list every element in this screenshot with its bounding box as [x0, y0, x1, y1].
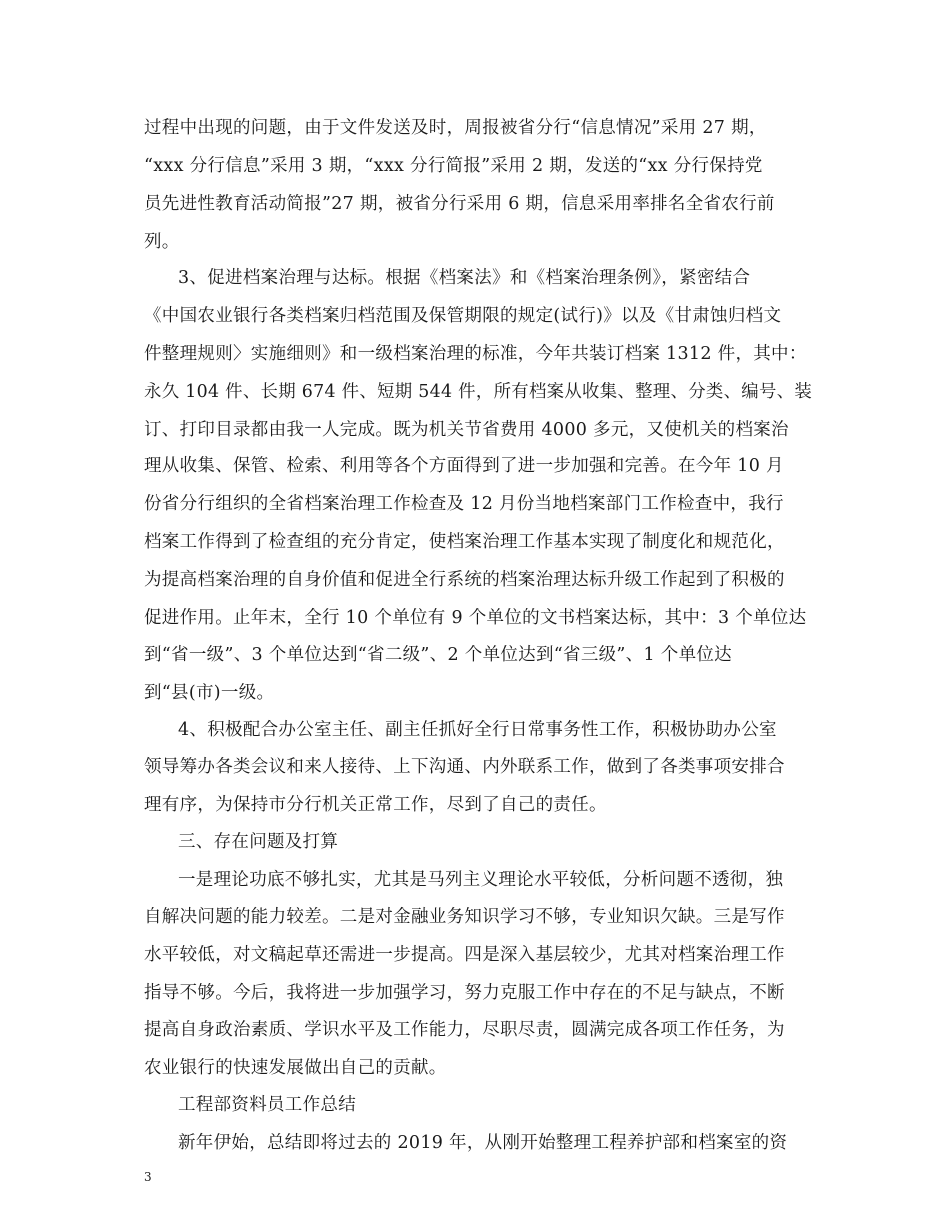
text-line: 为提高档案治理的自身价值和促进全行系统的档案治理达标升级工作起到了积极的	[144, 570, 785, 590]
text-line: 《中国农业银行各类档案归档范围及保管期限的规定(试行)》以及《甘肃蚀归档文	[144, 306, 782, 326]
text-line: 一是理论功底不够扎实，尤其是马列主义理论水平较低，分析问题不透彻，独	[178, 870, 784, 890]
text-line: 到“省一级”、3 个单位达到“省二级”、2 个单位达到“省三级”、1 个单位达	[144, 645, 732, 665]
section-heading: 三、存在问题及打算	[178, 832, 339, 852]
text-line: 农业银行的快速发展做出自己的贡献。	[144, 1058, 447, 1078]
text-line: 理有序，为保持市分行机关正常工作，尽到了自己的责任。	[144, 795, 607, 815]
text-line: 份省分行组织的全省档案治理工作检查及 12 月份当地档案部门工作检查中，我行	[144, 494, 784, 514]
text-line: 自解决问题的能力较差。二是对金融业务知识学习不够，专业知识欠缺。三是写作	[144, 907, 785, 927]
text-line: 4、积极配合办公室主任、副主任抓好全行日常事务性工作，积极协助办公室	[178, 720, 777, 740]
text-line: 提高自身政治素质、学识水平及工作能力，尽职尽责，圆满完成各项工作任务，为	[144, 1020, 785, 1040]
section-heading: 工程部资料员工作总结	[178, 1095, 356, 1115]
text-line: 到“县(市)一级。	[144, 683, 275, 703]
text-line: 件整理规则〉实施细则》和一级档案治理的标准，今年共装订档案 1312 件，其中：	[144, 344, 807, 364]
text-line: 促进作用。止年末，全行 10 个单位有 9 个单位的文书档案达标，其中：3 个单位达	[144, 608, 807, 628]
text-line: 列。	[144, 232, 180, 252]
text-line: 指导不够。今后，我将进一步加强学习，努力克服工作中存在的不足与缺点，不断	[144, 983, 785, 1003]
text-line: 员先进性教育活动简报”27 期，被省分行采用 6 期，信息采用率排名全省农行前	[144, 194, 775, 214]
text-line: 新年伊始，总结即将过去的 2019 年，从刚开始整理工程养护部和档案室的资	[178, 1133, 788, 1153]
text-line: 过程中出现的问题，由于文件发送及时，周报被省分行“信息情况”采用 27 期，	[144, 118, 767, 138]
text-line: 理从收集、保管、检索、利用等各个方面得到了进一步加强和完善。在今年 10 月	[144, 456, 784, 476]
text-line: 档案工作得到了检查组的充分肯定，使档案治理工作基本实现了制度化和规范化，	[144, 532, 785, 552]
text-line: 3、促进档案治理与达标。根据《档案法》和《档案治理条例》，紧密结合	[178, 268, 751, 288]
text-line: “xxx 分行信息”采用 3 期，“xxx 分行简报”采用 2 期，发送的“xx 分行保持党	[144, 156, 763, 176]
page-number: 3	[144, 1170, 152, 1184]
text-line: 永久 104 件、长期 674 件、短期 544 件，所有档案从收集、整理、分类、编号、装	[144, 382, 813, 402]
text-line: 水平较低，对文稿起草还需进一步提高。四是深入基层较少，尤其对档案治理工作	[144, 945, 785, 965]
text-line: 领导筹办各类会议和来人接待、上下沟通、内外联系工作，做到了各类事项安排合	[144, 757, 785, 777]
text-line: 订、打印目录都由我一人完成。既为机关节省费用 4000 多元，又使机关的档案治	[144, 420, 789, 440]
